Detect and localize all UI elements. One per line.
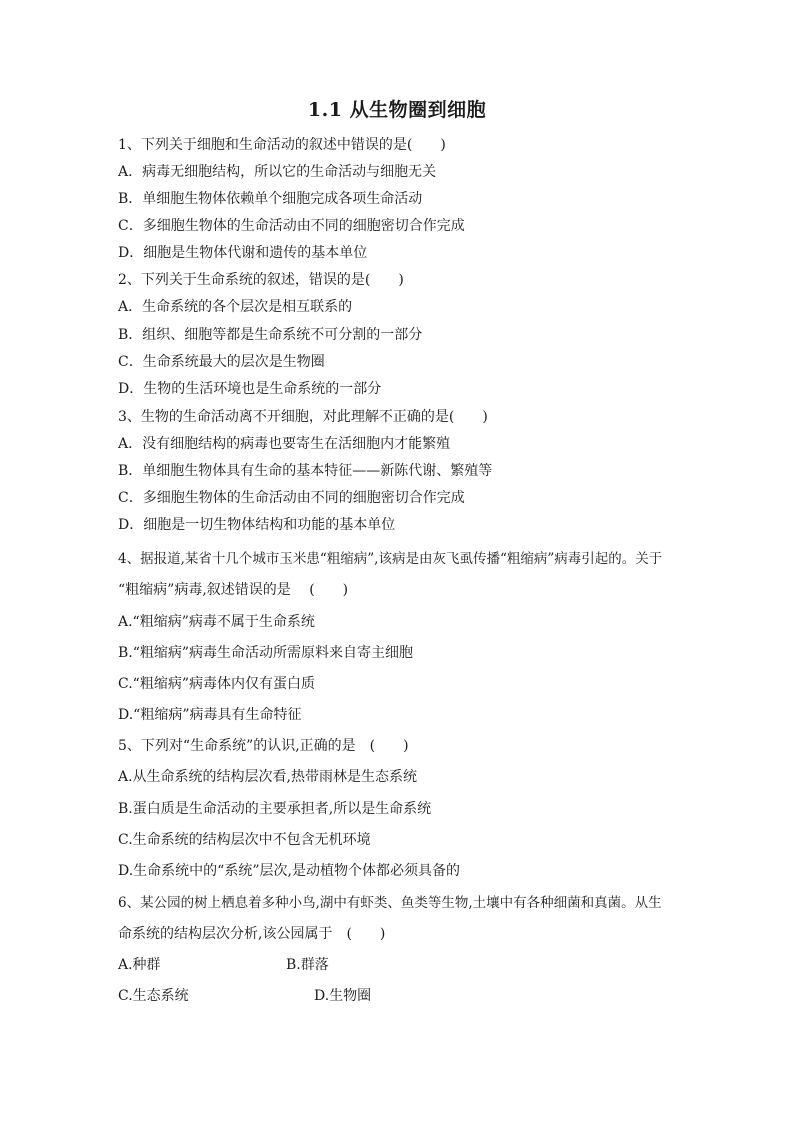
question-6-option-a: A.种群	[118, 957, 161, 973]
question-3-option-b: B．单细胞生物体具有生命的基本特征——新陈代谢、繁殖等	[118, 463, 493, 479]
question-2-option-d: D．生物的生活环境也是生命系统的一部分	[118, 381, 382, 397]
question-2-option-a: A．生命系统的各个层次是相互联系的	[118, 299, 353, 315]
question-2-stem: 2、下列关于生命系统的叙述，错误的是( )	[118, 272, 404, 288]
question-6-option-c: C.生态系统	[118, 988, 189, 1004]
question-4-option-c: C.“粗缩病”病毒体内仅有蛋白质	[118, 676, 315, 692]
question-4-option-a: A.“粗缩病”病毒不属于生命系统	[118, 614, 315, 630]
question-1-option-c: C．多细胞生物体的生命活动由不同的细胞密切合作完成	[118, 218, 465, 234]
question-2-option-c: C．生命系统最大的层次是生物圈	[118, 354, 325, 370]
question-5-option-c: C.生命系统的结构层次中不包含无机环境	[118, 832, 371, 848]
question-6-stem-line-1: 6、某公园的树上栖息着多种小鸟,湖中有虾类、鱼类等生物,土壤中有各种细菌和真菌。从生	[118, 895, 662, 911]
question-4-option-b: B.“粗缩病”病毒生命活动所需原料来自寄主细胞	[118, 645, 414, 661]
question-1-option-d: D．细胞是生物体代谢和遗传的基本单位	[118, 245, 368, 261]
question-6-option-b: B.群落	[286, 957, 329, 973]
question-4-option-d: D.“粗缩病”病毒具有生命特征	[118, 707, 302, 723]
question-5-option-b: B.蛋白质是生命活动的主要承担者,所以是生命系统	[118, 801, 432, 817]
question-1-stem: 1、下列关于细胞和生命活动的叙述中错误的是( )	[118, 137, 446, 153]
question-2-option-b: B．组织、细胞等都是生命系统不可分割的一部分	[118, 327, 423, 343]
question-5-option-a: A.从生命系统的结构层次看,热带雨林是生态系统	[118, 769, 418, 785]
question-3-option-c: C．多细胞生物体的生命活动由不同的细胞密切合作完成	[118, 490, 465, 506]
question-6-options-row-1	[118, 955, 329, 975]
question-1-option-b: B．单细胞生物体依赖单个细胞完成各项生命活动	[118, 191, 423, 207]
question-6-stem-line-2: 命系统的结构层次分析,该公园属于 ( )	[118, 926, 386, 942]
question-3-stem: 3、生物的生命活动离不开细胞，对此理解不正确的是( )	[118, 409, 488, 425]
question-6-option-d: D.生物圈	[314, 988, 372, 1004]
question-3-option-d: D．细胞是一切生物体结构和功能的基本单位	[118, 517, 396, 533]
question-6-options-row-2	[118, 986, 371, 1006]
question-1-option-a: A．病毒无细胞结构，所以它的生命活动与细胞无关	[118, 164, 437, 180]
question-5-stem: 5、下列对“生命系统”的认识,正确的是 ( )	[118, 738, 409, 754]
question-5-option-d: D.生命系统中的“系统”层次,是动植物个体都必须具备的	[118, 863, 460, 879]
question-4-stem-line-2: “粗缩病”病毒,叙述错误的是 ( )	[118, 582, 349, 598]
question-3-option-a: A．没有细胞结构的病毒也要寄生在活细胞内才能繁殖	[118, 436, 451, 452]
page-title: 1.1 从生物圈到细胞	[307, 99, 487, 121]
question-4-stem-line-1: 4、据报道,某省十几个城市玉米患“粗缩病”,该病是由灰飞虱传播“粗缩病”病毒引起的。关于	[118, 551, 663, 567]
